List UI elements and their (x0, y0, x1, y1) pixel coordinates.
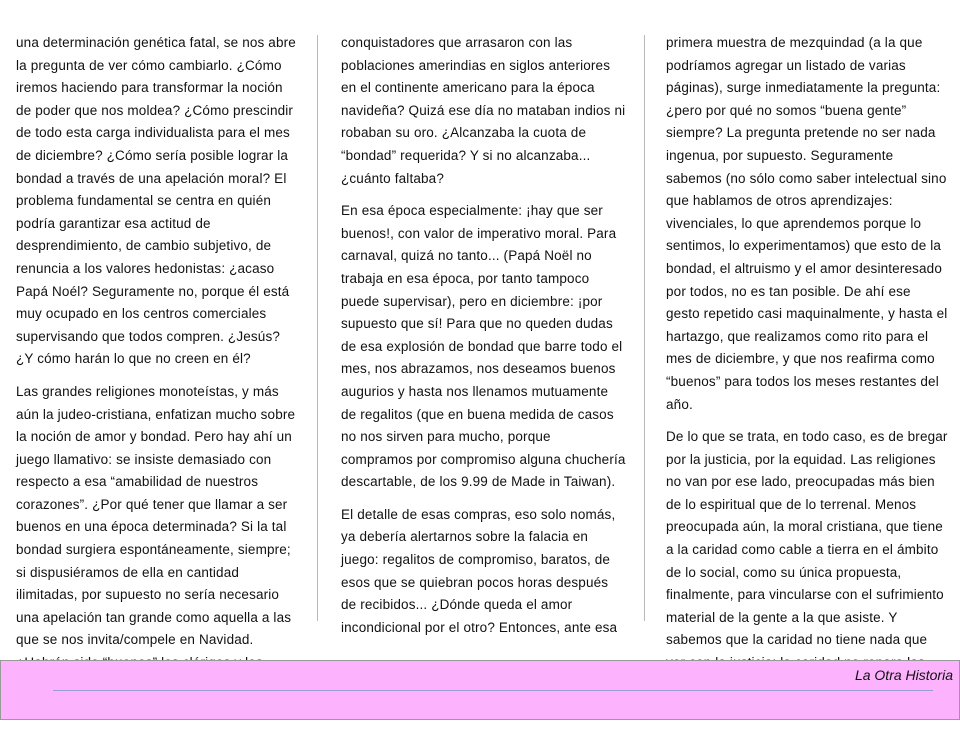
footer-title: La Otra Historia (854, 667, 953, 683)
column-divider (317, 35, 318, 621)
column-divider (644, 35, 645, 621)
paragraph: Las grandes religiones monoteístas, y más aún la judeo-cristiana, enfatizan mucho sobre la noción de amor y bondad. Pero hay ahí un juego llamativo: se insiste demasiado con respecto a esa “amabilidad de nuestros corazones”. ¿Por qué tener que llamar a ser buenos en una época determinada? Si la tal bondad surgiera espontáneamente, siempre; si dispusiéramos de ella en cantidad ilimitadas, por supuesto no sería necesario una apelación tan grande como aquella a las que se nos invita/compele en Navidad. (16, 383, 296, 648)
paragraph: El detalle de esas compras, eso solo nomás, ya debería alertarnos sobre la falacia en juego: regalitos de compromiso, baratos, de esos que se quiebran pocos horas después de recibidos... ¿Dónde queda el amor incondicional por el otro? Entonces, ante esa (341, 506, 618, 635)
text-column-2 (341, 32, 626, 649)
footer-bar (0, 660, 960, 720)
text-column-3 (666, 32, 948, 730)
footer-divider (53, 690, 933, 691)
paragraph: De lo que se trata, en todo caso, es de bregar por la justicia, por la equidad. Las religiones no van por ese lado, preocupadas más bien de lo espiritual que de lo terrenal. Menos preocupada aún, la moral cristiana, que tiene a la caridad como cable a tierra en el ámbito de lo social, como su única propuesta, finalmente, para vincularse con el sufrimiento material de la gente a la que asiste. Y sabemos que la caridad no tiene nada que (666, 429, 948, 648)
paragraph: una determinación genética fatal, se nos abre la pregunta de ver cómo cambiarlo. ¿Cómo iremos haciendo para transformar la noción de poder que nos moldea? ¿Cómo prescindir de todo esta carga individualista para el mes de diciembre? ¿Cómo sería posible lograr la bondad a través de una apelación moral? El problema fundamental se centra en quién podría garantizar esa actitud de desprendimiento, de cambio subjetivo, de renuncia a los valores hedonistas: ¿acaso Papá Noél? Seguramente no, porque él está muy ocupado en los centros comerciales supervisando que todos compren. ¿Jesús? ¿Y cómo harán lo que no creen en él? (16, 35, 296, 367)
paragraph: conquistadores que arrasaron con las poblaciones amerindias en siglos anteriores en el continente americano para la época navideña? Quizá ese día no mataban indios ni robaban su oro. ¿Alcanzaba la cuota de “bondad” requerida? Y si no alcanzaba... ¿cuánto faltaba? (341, 35, 626, 186)
paragraph: En esa época especialmente: ¡hay que ser buenos!, con valor de imperativo moral. Para carnaval, quizá no tanto... (Papá Noël no trabaja en esa época, por tanto tampoco puede supervisar), pero en diciembre: ¡por supuesto que sí! Para que no queden dudas de esa explosión de bondad que barre todo el mes, nos abrazamos, nos deseamos buenos augurios y hasta nos llenamos mutuamente de regalitos (que en buena medida de casos no nos sirven para mucho, porque compramos por compromiso alguna chuchería descartable, de los 9.99 de Made in Taiwan). (341, 203, 626, 490)
text-column-1 (16, 32, 296, 685)
paragraph: primera muestra de mezquindad (a la que podríamos agregar un listado de varias páginas), surge inmediatamente la pregunta: ¿pero por qué no somos “buena gente” siempre? La pregunta pretende no ser nada ingenua, por supuesto. Seguramente sabemos (no sólo como saber intelectual sino que hablamos de otros aprendizajes: vivenciales, lo que aprendemos porque lo sentimos, lo experimentamos) que esto de la bondad, el altruismo y el amor desinteresado por todos, no es tan posible. De ahí ese gesto repetido casi maquinalmente, y hasta el hartazgo, que realizamos como rito para el mes de diciembre, y que nos reafirma como “buenos” para todos los meses restantes del año. (666, 35, 948, 412)
